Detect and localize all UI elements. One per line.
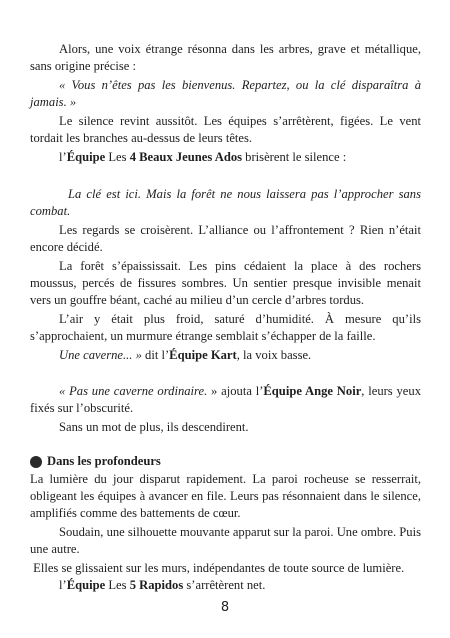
team-name: Équipe Ange Noir [263,384,362,398]
paragraph-rapidos [30,577,421,594]
paragraph-text: La lumière du jour disparut rapidement. La paroi rocheuse se resserrait, obligeant les équipes à avancer en file. Leurs pas résonnaient dans le silence, amplifiés comme des battements de cœur. [30,472,421,520]
text-fragment: Les [105,578,130,592]
text-fragment: , leurs yeux fixés sur l’obscurité. [30,384,421,415]
paragraph-text: Sans un mot de plus, ils descendirent. [59,420,249,434]
paragraph-voice-quote [30,77,421,111]
quote-text: « Pas une caverne ordinaire. [59,384,208,398]
text-fragment: brisèrent le silence : [242,150,347,164]
heading-row [30,453,421,470]
team-label: Équipe [66,578,106,592]
team-name: 5 Rapidos [129,578,184,592]
paragraph-team-ados [30,149,421,166]
paragraph-kart [30,347,421,364]
paragraph-descend [30,419,421,436]
quote-text: « Vous n’êtes pas les bienvenus. Repartez, ou la clé disparaîtra à jamais. » [30,78,421,109]
paragraph-silhouette [30,524,421,558]
paragraph-text [30,383,421,417]
heading-text: Dans les profondeurs [47,454,161,468]
paragraph-text [30,347,421,364]
text-fragment: l’ [59,578,67,592]
paragraph-text: L’air y était plus froid, saturé d’humidité. À mesure qu’ils s’approchaient, un murmure étrange semblait s’échapper de la faille. [30,312,421,343]
page-number: 8 [220,600,230,615]
quote-text: La clé est ici. Mais la forêt ne nous laissera pas l’approcher sans combat. [30,187,421,218]
paragraph-key-quote [30,186,421,220]
paragraph-forest [30,258,421,309]
paragraph-ange-noir [30,383,421,417]
text-fragment: s’arrêtèrent net. [183,578,266,592]
paragraph-text [30,149,421,166]
team-label: Équipe [66,150,106,164]
quote-text: Une caverne... » [59,348,142,362]
text-fragment: Les [105,150,130,164]
paragraph-shadows [30,560,421,577]
paragraph-air [30,311,421,345]
paragraph-text: Les regards se croisèrent. L’alliance ou l’affrontement ? Rien n’était encore décidé. [30,223,421,254]
paragraph-voice-intro [30,41,421,75]
team-name: 4 Beaux Jeunes Ados [129,150,243,164]
bullet-dot-icon [30,456,42,468]
paragraph-text: Elles se glissaient sur les murs, indépendantes de toute source de lumière. [30,561,405,575]
paragraph-silence [30,113,421,147]
text-fragment: » ajouta l’ [207,384,264,398]
paragraph-text: Le silence revint aussitôt. Les équipes s’arrêtèrent, figées. Le vent tordait les branches au-dessus de leurs têtes. [30,114,421,145]
paragraph-text [30,577,421,594]
paragraph-daylight [30,471,421,522]
team-name: Équipe Kart [169,348,237,362]
paragraph-text: Soudain, une silhouette mouvante apparut sur la paroi. Une ombre. Puis une autre. [30,525,421,556]
paragraph-glances [30,222,421,256]
text-fragment: l’ [59,150,67,164]
paragraph-text: La forêt s’épaississait. Les pins cédaient la place à des rochers moussus, percés de fissures sombres. Un sentier presque invisible menait vers un gouffre béant, caché au milieu d’un cercle d’arbres tordus. [30,259,421,307]
paragraph-text: Alors, une voix étrange résonna dans les arbres, grave et métallique, sans origine précise : [30,42,421,73]
text-fragment: , la voix basse. [236,348,312,362]
text-fragment: dit l’ [141,348,170,362]
section-heading [30,453,421,470]
